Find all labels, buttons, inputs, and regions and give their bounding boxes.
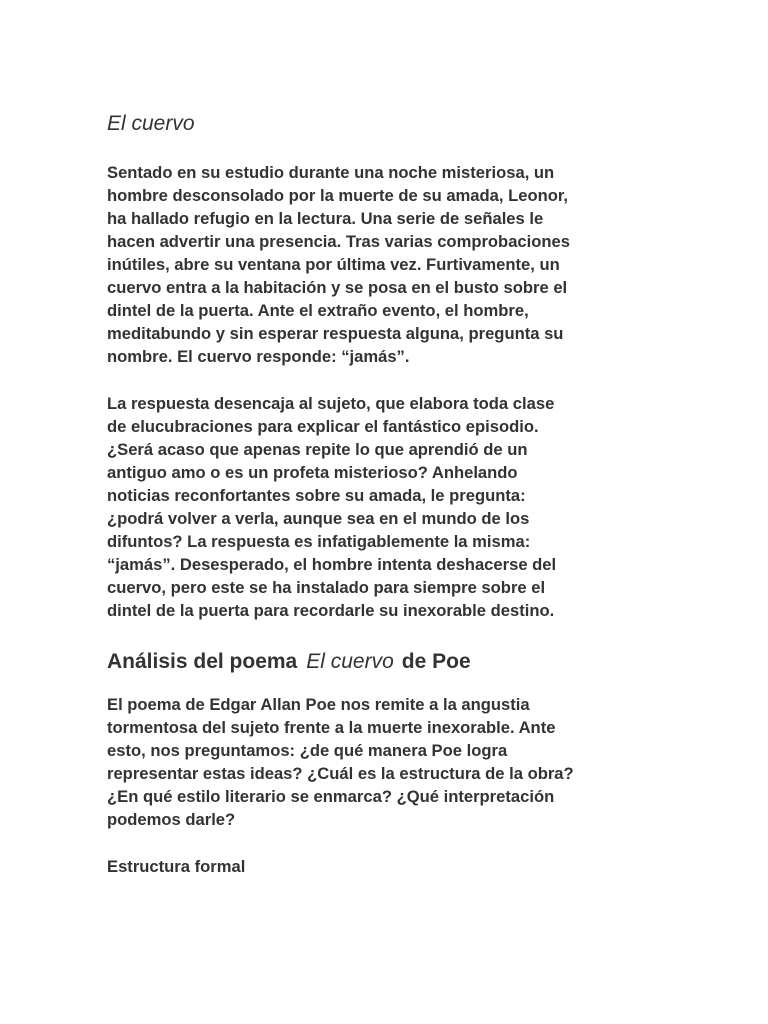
text-line: antiguo amo o es un profeta misterioso? Anhelando xyxy=(107,463,518,482)
text-line: tormentosa del sujeto frente a la muerte inexorable. Ante xyxy=(107,718,556,737)
analysis-heading xyxy=(107,649,471,675)
analysis-heading-before: Análisis del poema xyxy=(107,650,298,673)
text-line: noticias reconfortantes sobre su amada, le pregunta: xyxy=(107,486,526,505)
text-line: El poema de Edgar Allan Poe nos remite a la angustia xyxy=(107,695,530,714)
text-line: ¿Será acaso que apenas repite lo que aprendió de un xyxy=(107,440,528,459)
analysis-heading-after: de Poe xyxy=(401,650,471,673)
text-line: “jamás”. Desesperado, el hombre intenta deshacerse del xyxy=(107,555,557,574)
text-line: Sentado en su estudio durante una noche misteriosa, un xyxy=(107,163,555,182)
text-line: difuntos? La respuesta es infatigablemente la misma: xyxy=(107,532,531,551)
text-line: de elucubraciones para explicar el fantástico episodio. xyxy=(107,417,539,436)
text-line: representar estas ideas? ¿Cuál es la estructura de la obra? xyxy=(107,764,574,783)
subheading-estructura-formal: Estructura formal xyxy=(107,857,246,876)
text-line: ha hallado refugio en la lectura. Una serie de señales le xyxy=(107,209,544,228)
text-line: podemos darle? xyxy=(107,810,236,829)
text-line: inútiles, abre su ventana por última vez. Furtivamente, un xyxy=(107,255,560,274)
document-title: El cuervo xyxy=(107,112,195,135)
text-line: ¿podrá volver a verla, aunque sea en el mundo de los xyxy=(107,509,530,528)
text-line: cuervo, pero este se ha instalado para siempre sobre el xyxy=(107,578,546,597)
text-line: hombre desconsolado por la muerte de su amada, Leonor, xyxy=(107,186,569,205)
text-line: La respuesta desencaja al sujeto, que elabora toda clase xyxy=(107,394,555,413)
summary-paragraph-1 xyxy=(107,161,662,368)
text-line: dintel de la puerta. Ante el extraño evento, el hombre, xyxy=(107,301,529,320)
analysis-paragraph xyxy=(107,693,662,831)
text-line: dintel de la puerta para recordarle su inexorable destino. xyxy=(107,601,555,620)
text-line: esto, nos preguntamos: ¿de qué manera Poe logra xyxy=(107,741,508,760)
text-line: cuervo entra a la habitación y se posa en el busto sobre el xyxy=(107,278,568,297)
text-line: hacen advertir una presencia. Tras varias comprobaciones xyxy=(107,232,570,251)
analysis-heading-italic: El cuervo xyxy=(306,650,394,673)
text-line: meditabundo y sin esperar respuesta alguna, pregunta su xyxy=(107,324,564,343)
text-line: ¿En qué estilo literario se enmarca? ¿Qué interpretación xyxy=(107,787,555,806)
text-line: nombre. El cuervo responde: “jamás”. xyxy=(107,347,410,366)
summary-paragraph-2 xyxy=(107,392,662,622)
